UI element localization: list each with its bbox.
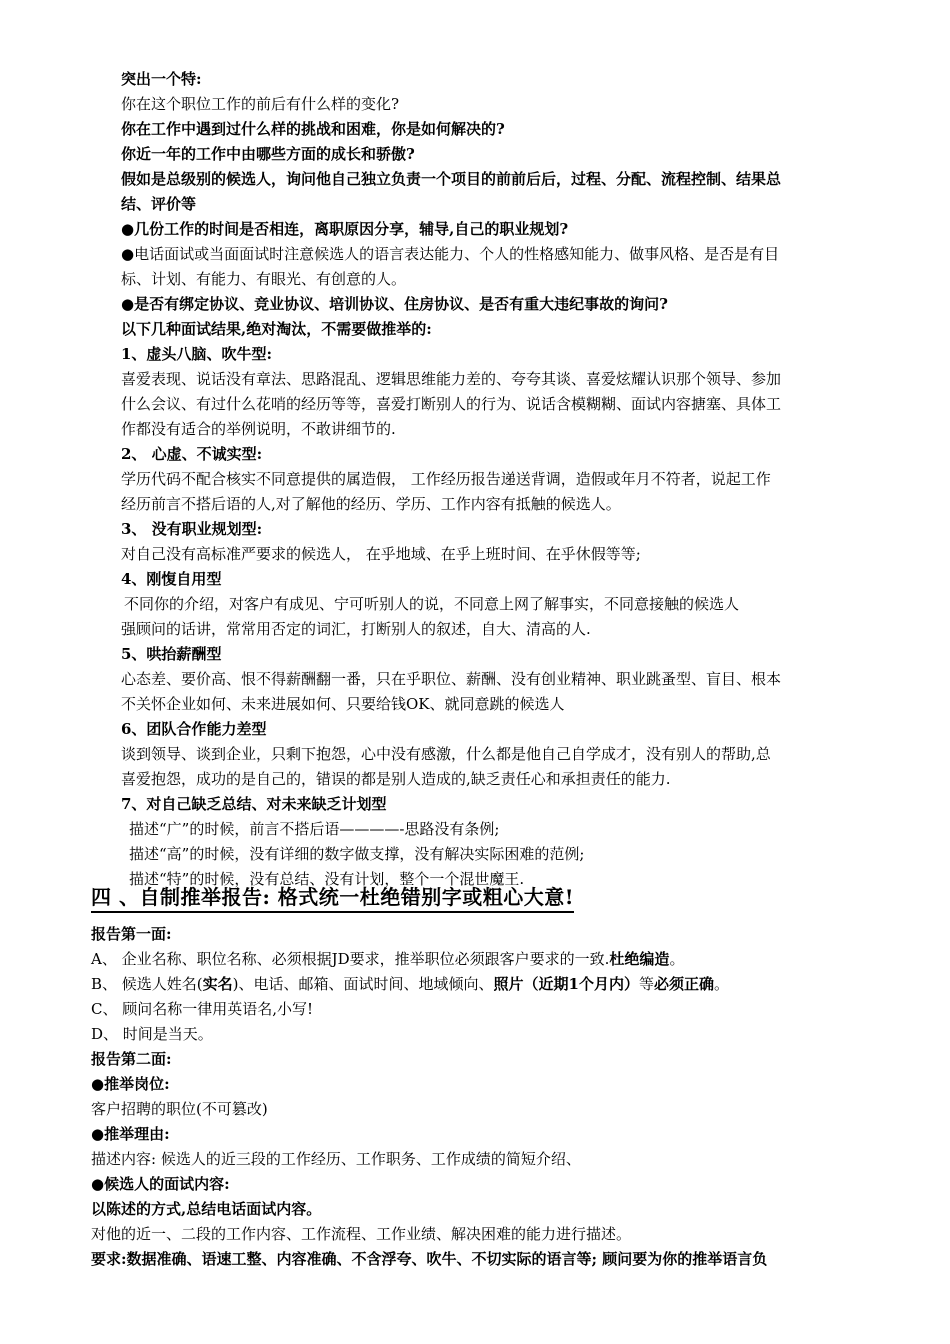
paragraph-line: 描述“特”的时候，没有总结、没有计划，整个一个混世魔王.	[129, 870, 525, 888]
type-heading: 2、 心虚、不诚实型:	[121, 445, 263, 463]
emphasis-text: 实名	[202, 975, 233, 993]
bullet-icon: ●	[121, 220, 135, 238]
emphasis-text: 杜绝编造	[609, 950, 670, 968]
paragraph-line: 喜爱抱怨，成功的是自己的，错误的都是别人造成的,缺乏责任心和承担责任的能力.	[121, 770, 671, 788]
type-heading: 3、 没有职业规划型:	[121, 520, 263, 538]
subsection-label: 推举岗位:	[104, 1075, 170, 1093]
paragraph-line: 描述内容: 候选人的近三段的工作经历、工作职务、工作成绩的简短介绍、	[91, 1150, 581, 1168]
report-item-c: C、 顾问名称一律用英语名,小写!	[91, 1000, 314, 1018]
requirement-line: 要求:数据准确、语速工整、内容准确、不含浮夸、吹牛、不切实际的语言等; 顾问要为你的推举语言负	[91, 1250, 768, 1268]
subsection-title	[91, 1124, 170, 1144]
paragraph-line: 描述“广”的时候，前言不搭后语————-思路没有条例;	[129, 820, 500, 838]
bullet-icon: ●	[91, 1075, 105, 1093]
paragraph-line: 强顾问的话讲，常常用否定的词汇，打断别人的叙述，自大、清高的人.	[121, 620, 591, 638]
emphasis-text: 照片（近期1个月内）	[493, 975, 639, 993]
bullet-text: 电话面试或当面面试时注意候选人的语言表达能力、个人的性格感知能力、做事风格、是否是有目	[134, 245, 780, 263]
emphasis-text: 必须正确	[654, 975, 715, 993]
type-heading: 7、对自己缺乏总结、对未来缺乏计划型	[121, 795, 387, 813]
bullet-icon: ●	[121, 295, 135, 313]
bullet-icon: ●	[91, 1175, 105, 1193]
paragraph-line: 不同你的介绍，对客户有成见、宁可听别人的说，不同意上网了解事实，不同意接触的候选人	[124, 595, 740, 613]
section-heading: 四 、自制推举报告: 格式统一杜绝错别字或粗心大意!	[91, 884, 574, 913]
bullet-text: 是否有绑定协议、竞业协议、培训协议、住房协议、是否有重大违纪事故的询问?	[134, 295, 668, 313]
paragraph-line: 喜爱表现、说话没有章法、思路混乱、逻辑思维能力差的、夸夸其谈、喜爱炫耀认识那个领导、参加	[121, 370, 782, 388]
paragraph-line: 经历前言不搭后语的人,对了解他的经历、学历、工作内容有抵触的候选人。	[121, 495, 621, 513]
paragraph-line: 对他的近一、二段的工作内容、工作流程、工作业绩、解决困难的能力进行描述。	[91, 1225, 632, 1243]
type-heading: 1、虚头八脑、吹牛型:	[121, 345, 272, 363]
item-text: )、电话、邮箱、面试时间、地域倾向、	[232, 975, 494, 993]
question-line: 你在这个职位工作的前后有什么样的变化?	[121, 95, 400, 113]
bullet-item	[121, 244, 779, 264]
type-heading: 4、刚愎自用型	[121, 570, 222, 588]
section-intro: 以下几种面试结果,绝对淘汰，不需要做推举的:	[121, 320, 432, 338]
paragraph-line: 描述“高”的时候，没有详细的数字做支撑，没有解决实际困难的范例;	[129, 845, 585, 863]
bullet-icon: ●	[91, 1125, 105, 1143]
item-text: 。	[669, 950, 685, 968]
paragraph-line: 谈到领导、谈到企业，只剩下抱怨，心中没有感激，什么都是他自己自学成才，没有别人的帮助,总	[121, 745, 771, 763]
type-heading: 6、团队合作能力差型	[121, 720, 267, 738]
item-text: B、 候选人姓名(	[91, 975, 203, 993]
report-page-title: 报告第一面:	[91, 925, 172, 943]
question-line: 你近一年的工作中由哪些方面的成长和骄傲?	[121, 145, 415, 163]
subsection-label: 候选人的面试内容:	[104, 1175, 230, 1193]
heading-stand-out: 突出一个特:	[121, 70, 202, 88]
report-page-title: 报告第二面:	[91, 1050, 172, 1068]
subsection-title	[91, 1074, 170, 1094]
report-item-a	[91, 949, 684, 969]
paragraph-line: 学历代码不配合核实不同意提供的属造假， 工作经历报告递送背调，造假或年月不符者，说起工作	[121, 470, 771, 488]
question-line: 结、评价等	[121, 195, 197, 213]
bullet-icon: ●	[121, 245, 135, 263]
paragraph-line: 什么会议、有过什么花哨的经历等等，喜爱打断别人的行为、说话含模糊糊、面试内容搪塞、具体工	[121, 395, 782, 413]
question-line: 你在工作中遇到过什么样的挑战和困难，你是如何解决的?	[121, 120, 505, 138]
bullet-text: 几份工作的时间是否相连，离职原因分享，辅导,自己的职业规划?	[134, 220, 569, 238]
paragraph-line: 心态差、要价高、恨不得薪酬翻一番，只在乎职位、薪酬、没有创业精神、职业跳蚤型、盲目、根本	[121, 670, 782, 688]
paragraph-line: 对自己没有高标准严要求的候选人， 在乎地域、在乎上班时间、在乎休假等等;	[121, 545, 641, 563]
paragraph-line: 标、计划、有能力、有眼光、有创意的人。	[121, 270, 407, 288]
report-item-d: D、 时间是当天。	[91, 1025, 213, 1043]
paragraph-line: 作都没有适合的举例说明，不敢讲细节的.	[121, 420, 396, 438]
item-text: 。	[714, 975, 730, 993]
subsection-title	[91, 1174, 230, 1194]
item-text: A、 企业名称、职位名称、必须根据JD要求，推举职位必须跟客户要求的一致.	[91, 950, 610, 968]
paragraph-line: 不关怀企业如何、未来进展如何、只要给钱OK、就同意跳的候选人	[121, 695, 565, 713]
paragraph-line: 以陈述的方式,总结电话面试内容。	[91, 1200, 322, 1218]
question-line: 假如是总级别的候选人，询问他自己独立负责一个项目的前前后后，过程、分配、流程控制、结果总	[121, 170, 782, 188]
item-text: 等	[638, 975, 654, 993]
type-heading: 5、哄抬薪酬型	[121, 645, 222, 663]
bullet-item	[121, 294, 668, 314]
paragraph-line: 客户招聘的职位(不可篡改)	[91, 1100, 268, 1118]
bullet-item	[121, 219, 568, 239]
report-item-b	[91, 974, 729, 994]
subsection-label: 推举理由:	[104, 1125, 170, 1143]
